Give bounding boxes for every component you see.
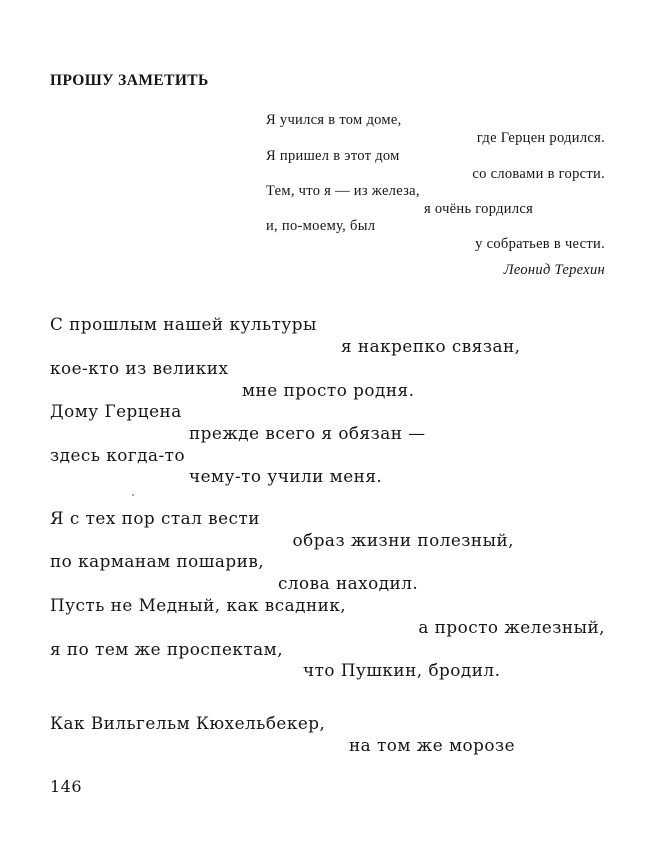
epigraph-line: Тем, что я — из железа,	[266, 183, 420, 199]
epigraph-line: и, по-моему, был	[266, 218, 376, 234]
verse-line: Пусть не Медный, как всадник,	[50, 595, 347, 615]
verse-line: Как Вильгельм Кюхельбекер,	[50, 713, 326, 733]
verse-line: Дому Герцена	[50, 401, 182, 421]
verse-line: чему-то учили меня.	[189, 466, 383, 486]
verse-line: С прошлым нашей культуры	[50, 314, 317, 334]
epigraph-line: со словами в горсти.	[472, 166, 605, 182]
verse-line: кое-кто из великих	[50, 358, 229, 378]
verse-line: образ жизни полезный,	[292, 530, 514, 550]
epigraph-line: Я пришел в этот дом	[266, 148, 400, 164]
verse-line: здесь когда-то	[50, 445, 186, 465]
verse-line: на том же морозе	[349, 735, 516, 755]
print-speck	[132, 494, 134, 496]
verse-line: я по тем же проспектам,	[50, 639, 284, 659]
epigraph-line: Я учился в том доме,	[266, 112, 402, 128]
verse-line: мне просто родня.	[242, 380, 415, 400]
verse-line: я накрепко связан,	[341, 336, 521, 356]
poem-title: ПРОШУ ЗАМЕТИТЬ	[50, 72, 209, 89]
epigraph-line: где Герцен родился.	[476, 130, 605, 146]
verse-line: слова находил.	[278, 573, 419, 593]
verse-line: а просто железный,	[418, 617, 605, 637]
verse-line: что Пушкин, бродил.	[303, 660, 501, 680]
verse-line: Я с тех пор стал вести	[50, 508, 260, 528]
verse-line: по карманам пошарив,	[50, 551, 265, 571]
epigraph-author: Леонид Терехин	[503, 262, 605, 278]
page-number: 146	[50, 777, 83, 796]
epigraph-line: я очёнь гордился	[424, 201, 534, 217]
verse-line: прежде всего я обязан —	[189, 423, 426, 443]
epigraph-line: у собратьев в чести.	[475, 236, 605, 252]
